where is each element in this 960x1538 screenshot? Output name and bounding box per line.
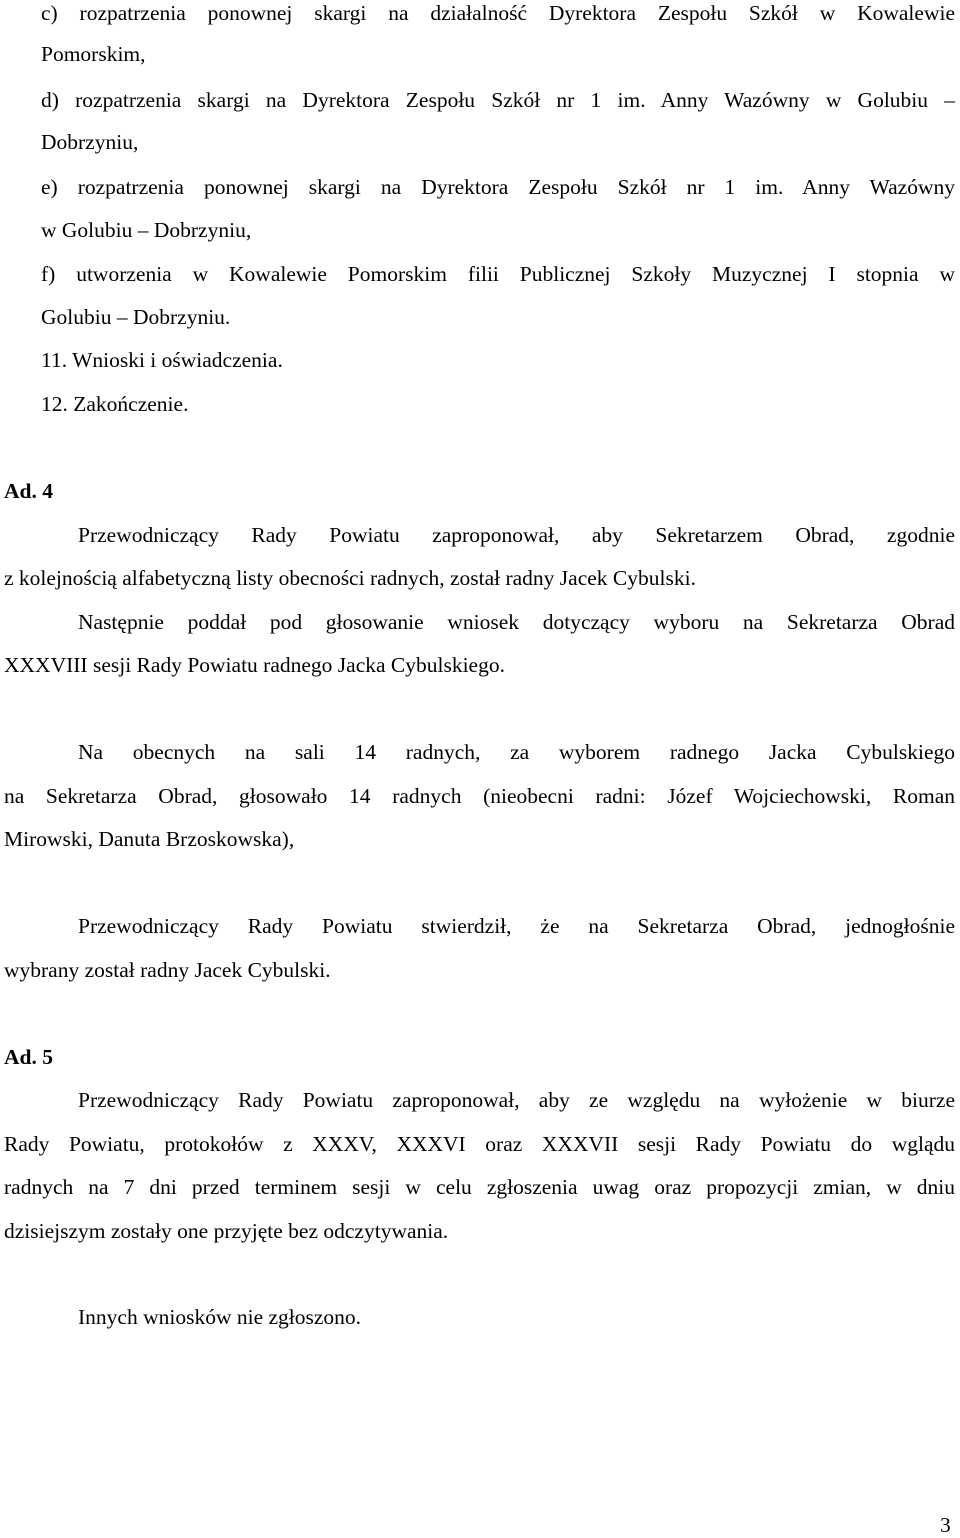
ad4-paragraph-3-line3: Mirowski, Danuta Brzoskowska), (4, 827, 295, 851)
list-item-d-line2: Dobrzyniu, (41, 130, 139, 154)
list-item-e-line2: w Golubiu – Dobrzyniu, (41, 218, 252, 242)
list-item-e-line1: e) rozpatrzenia ponownej skargi na Dyrektora Zespołu Szkół nr 1 im. Anny Wazówny (41, 175, 955, 199)
list-item-c-line2: Pomorskim, (41, 42, 146, 66)
ad4-paragraph-4-line1: Przewodniczący Rady Powiatu stwierdził, że na Sekretarza Obrad, jednogłośnie (78, 914, 955, 938)
list-item-d-line1: d) rozpatrzenia skargi na Dyrektora Zespołu Szkół nr 1 im. Anny Wazówny w Golubiu – (41, 88, 955, 112)
ad4-paragraph-3-line2: na Sekretarza Obrad, głosowało 14 radnych (nieobecni radni: Józef Wojciechowski, Roman (4, 784, 955, 808)
list-item-c-line1: c) rozpatrzenia ponownej skargi na działalność Dyrektora Zespołu Szkół w Kowalewie (41, 1, 955, 25)
ad5-paragraph-1-line2: Rady Powiatu, protokołów z XXXV, XXXVI oraz XXXVII sesji Rady Powiatu do wglądu (4, 1132, 955, 1156)
ad4-paragraph-3-line1: Na obecnych na sali 14 radnych, za wyborem radnego Jacka Cybulskiego (78, 740, 955, 764)
ad4-paragraph-1-line2: z kolejnością alfabetyczną listy obecności radnych, został radny Jacek Cybulski. (4, 566, 696, 590)
ad5-paragraph-1-line3: radnych na 7 dni przed terminem sesji w celu zgłoszenia uwag oraz propozycji zmian, w dniu (4, 1175, 955, 1199)
ad4-paragraph-2-line1: Następnie poddał pod głosowanie wniosek dotyczący wyboru na Sekretarza Obrad (78, 610, 955, 634)
section-heading-ad5: Ad. 5 (4, 1045, 53, 1069)
ad4-paragraph-4-line2: wybrany został radny Jacek Cybulski. (4, 958, 331, 982)
ad5-paragraph-1-line4: dzisiejszym zostały one przyjęte bez odczytywania. (4, 1219, 449, 1243)
page-number: 3 (940, 1513, 951, 1537)
ad4-paragraph-1-line1: Przewodniczący Rady Powiatu zaproponował, aby Sekretarzem Obrad, zgodnie (78, 523, 955, 547)
ad5-paragraph-1-line1: Przewodniczący Rady Powiatu zaproponował, aby ze względu na wyłożenie w biurze (78, 1088, 955, 1112)
list-item-12: 12. Zakończenie. (41, 392, 189, 416)
list-item-11: 11. Wnioski i oświadczenia. (41, 348, 283, 372)
ad4-paragraph-2-line2: XXXVIII sesji Rady Powiatu radnego Jacka Cybulskiego. (4, 653, 505, 677)
section-heading-ad4: Ad. 4 (4, 479, 53, 503)
list-item-f-line2: Golubiu – Dobrzyniu. (41, 305, 231, 329)
list-item-f-line1: f) utworzenia w Kowalewie Pomorskim filii Publicznej Szkoły Muzycznej I stopnia w (41, 262, 955, 286)
ad5-paragraph-2-line1: Innych wniosków nie zgłoszono. (78, 1305, 362, 1329)
